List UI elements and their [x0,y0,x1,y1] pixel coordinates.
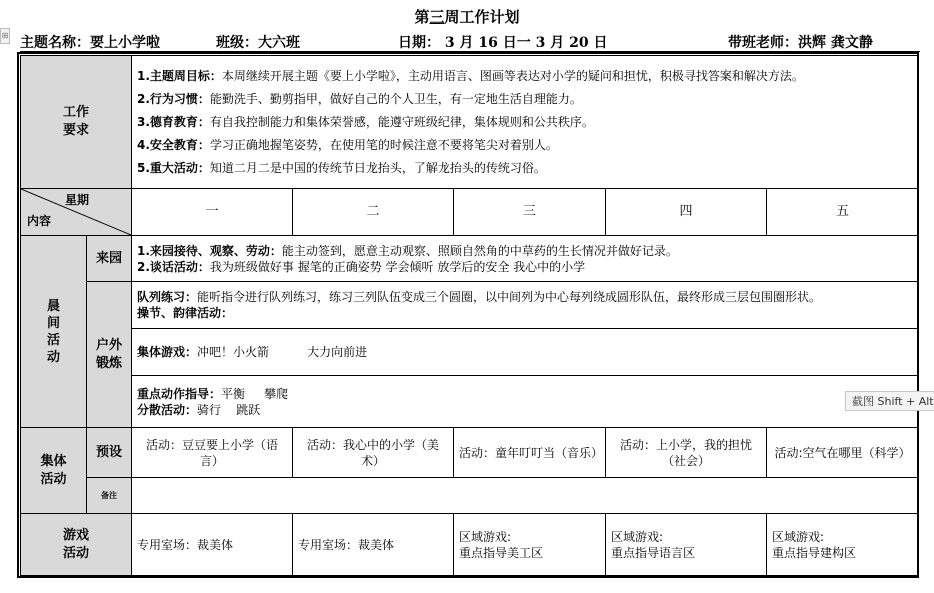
day-tuesday: 二 [293,189,454,236]
date-range: 日期： 3 月 16 日一 3 月 20 日 [398,35,608,51]
game-monday: 专用室场：裁美体 [132,514,293,576]
arrival-line: 2.谈话活动：我为班级做好事 握笔的正确姿势 学会倾听 放学后的安全 我心中的小学 [137,259,586,274]
preset-label: 预设 [87,428,132,478]
activity-friday: 活动:空气在哪里（科学） [767,428,919,478]
group-game-content [132,329,919,376]
requirement-item: 4.安全教育：学习正确地握笔姿势，在使用笔的时候注意不要将笔尖对着别人。 [137,137,558,152]
screenshot-shortcut-tooltip: 截图 Shift + Alt [845,391,934,411]
weekly-plan-table [20,55,919,576]
activity-thursday: 活动：上小学，我的担忧（社会） [606,428,767,478]
notes-label: 备注 [87,478,132,514]
focus-content [132,376,919,428]
game-friday: 区域游戏: 重点指导建构区 [767,514,919,576]
arrival-label: 来园 [87,236,132,282]
diagonal-header-cell [21,189,132,236]
arrival-line: 1.来园接待、观察、劳动：能主动签到，愿意主动观察、照顾自然角的中草药的生长情况并做好记录。 [137,243,678,258]
group-activities-row [21,428,919,478]
page-title: 第三周工作计划 [414,8,520,26]
requirements-row [21,56,919,189]
requirements-label: 工作要求 [21,56,132,189]
group-game-line: 集体游戏：冲吧！小火箭 大力向前进 [137,345,368,359]
game-tuesday: 专用室场：裁美体 [293,514,454,576]
game-thursday: 区域游戏: 重点指导语言区 [606,514,767,576]
day-friday: 五 [767,189,919,236]
requirements-content [132,56,919,189]
notes-content[interactable] [132,478,919,514]
table-move-handle[interactable]: ⊞ [0,28,10,44]
morning-activities-label: 晨间活动 [21,236,87,428]
group-game-row [21,329,919,376]
drill-row [21,282,919,329]
plan-header [20,31,920,52]
group-activities-label: 集体活动 [21,428,87,514]
days-header-row [21,189,919,236]
game-wednesday: 区域游戏: 重点指导美工区 [454,514,606,576]
day-thursday: 四 [606,189,767,236]
focus-line: 重点动作指导：平衡 攀爬 [137,386,289,401]
drill-content [132,282,919,329]
focus-row [21,376,919,428]
arrival-row [21,236,919,282]
day-monday: 一 [132,189,293,236]
day-wednesday: 三 [454,189,606,236]
content-header-label: 内容 [27,214,52,228]
rhythm-line: 操节、韵律活动： [137,306,234,320]
requirement-item: 1.主题周目标：本周继续开展主题《要上小学啦》，主动用语言、图画等表达对小学的疑问和担忧，积极寻找答案和解决方法。 [137,68,804,83]
class-name: 班级：大六班 [216,35,300,51]
arrival-content [132,236,919,282]
teacher-names: 带班老师：洪辉 龚文静 [728,35,873,51]
theme-name: 主题名称：要上小学啦 [20,35,160,51]
week-number: 三 [429,8,445,26]
game-activities-row [21,514,919,576]
activity-monday: 活动：豆豆要上小学（语言） [132,428,293,478]
requirement-item: 5.重大活动：知道二月二是中国的传统节日龙抬头，了解龙抬头的传统习俗。 [137,160,546,175]
notes-row [21,478,919,514]
activity-tuesday: 活动：我心中的小学（美术） [293,428,454,478]
requirement-item: 3.德育教育：有自我控制能力和集体荣誉感，能遵守班级纪律，集体规则和公共秩序。 [137,114,594,129]
requirement-item: 2.行为习惯：能勤洗手、勤剪指甲，做好自己的个人卫生，有一定地生活自理能力。 [137,91,582,106]
weekday-header-label: 星期 [64,193,89,207]
scatter-line: 分散活动：骑行 跳跃 [137,402,261,417]
game-activities-label: 游戏活动 [21,514,132,576]
drill-line: 队列练习：能听指令进行队列练习，练习三列队伍变成三个圆圈，以中间列为中心每列绕成圆形队伍，最终形成三层包围圈形状。 [137,290,822,304]
activity-wednesday: 活动：童年叮叮当（音乐） [454,428,606,478]
outdoor-exercise-label: 户外锻炼 [87,282,132,428]
